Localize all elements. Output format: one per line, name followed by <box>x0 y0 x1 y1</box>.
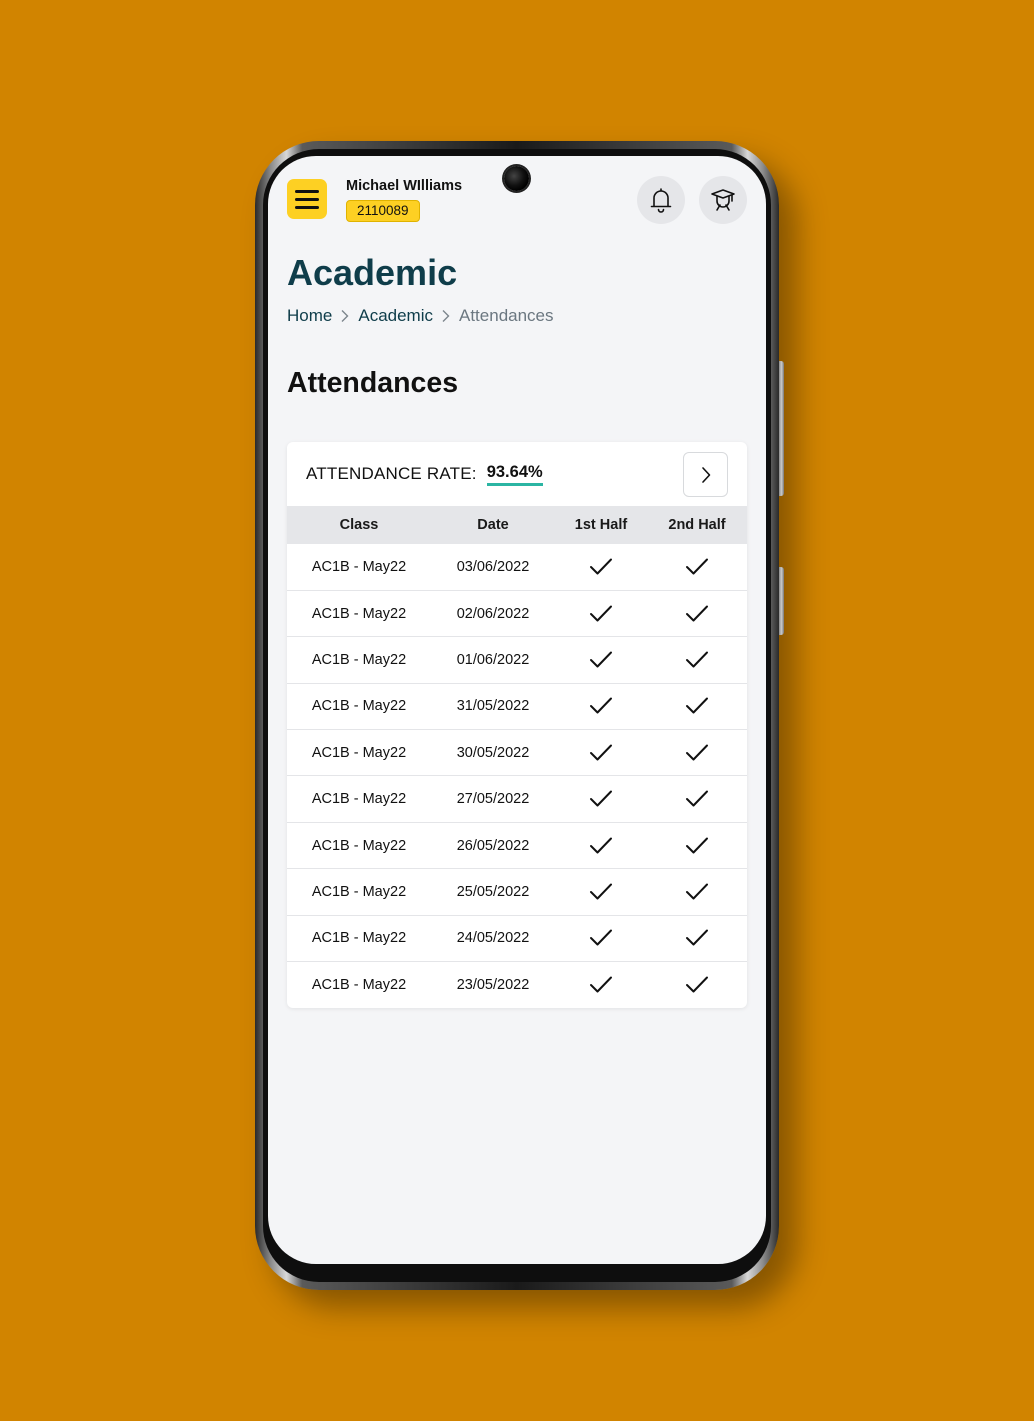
attendance-card <box>287 442 747 1008</box>
checkmark-icon <box>589 789 613 809</box>
cell-second-half <box>647 822 747 868</box>
column-header-class: Class <box>339 517 379 533</box>
cell-class: AC1B - May22 <box>311 698 407 715</box>
user-name: Michael WIlliams <box>346 178 463 194</box>
breadcrumb-academic[interactable]: Academic <box>358 306 433 325</box>
user-id-badge: 2110089 <box>346 200 420 222</box>
table-row <box>287 730 747 776</box>
checkmark-icon <box>685 975 709 995</box>
checkmark-icon <box>685 696 709 716</box>
column-header-date: Date <box>477 517 509 533</box>
page-title: Academic <box>287 252 458 293</box>
cell-class: AC1B - May22 <box>311 558 407 575</box>
front-camera <box>504 166 529 191</box>
cell-first-half <box>555 683 647 729</box>
cell-first-half <box>555 544 647 590</box>
phone-side-button <box>779 361 784 496</box>
table-row <box>287 637 747 683</box>
cell-class: AC1B - May22 <box>311 976 407 993</box>
cell-first-half <box>555 822 647 868</box>
cell-date: 31/05/2022 <box>456 698 530 715</box>
chevron-right-icon <box>441 309 451 323</box>
table-header-row <box>287 506 747 544</box>
cell-first-half <box>555 776 647 822</box>
cell-class: AC1B - May22 <box>311 837 407 854</box>
cell-first-half <box>555 637 647 683</box>
cell-class: AC1B - May22 <box>311 651 407 668</box>
checkmark-icon <box>589 696 613 716</box>
cell-second-half <box>647 776 747 822</box>
checkmark-icon <box>589 928 613 948</box>
cell-date: 02/06/2022 <box>456 605 530 622</box>
checkmark-icon <box>685 789 709 809</box>
cell-second-half <box>647 730 747 776</box>
checkmark-icon <box>685 928 709 948</box>
section-title: Attendances <box>287 367 459 399</box>
checkmark-icon <box>589 604 613 624</box>
attendance-table <box>287 506 747 1008</box>
cell-second-half <box>647 637 747 683</box>
bell-icon <box>649 187 673 213</box>
breadcrumb <box>287 306 554 326</box>
table-row <box>287 590 747 636</box>
cell-class: AC1B - May22 <box>311 883 407 900</box>
notifications-button[interactable] <box>637 176 685 224</box>
column-header-first-half: 1st Half <box>574 517 628 533</box>
cell-class: AC1B - May22 <box>311 930 407 947</box>
attendance-details-button[interactable] <box>683 452 728 497</box>
chevron-right-icon <box>700 466 712 484</box>
checkmark-icon <box>589 836 613 856</box>
checkmark-icon <box>685 650 709 670</box>
cell-second-half <box>647 869 747 915</box>
breadcrumb-current: Attendances <box>459 306 554 325</box>
checkmark-icon <box>589 975 613 995</box>
cell-class: AC1B - May22 <box>311 791 407 808</box>
checkmark-icon <box>685 557 709 577</box>
cell-date: 01/06/2022 <box>456 651 530 668</box>
cell-class: AC1B - May22 <box>311 605 407 622</box>
checkmark-icon <box>589 557 613 577</box>
cell-date: 26/05/2022 <box>456 837 530 854</box>
phone-side-button <box>779 567 784 635</box>
table-row <box>287 683 747 729</box>
graduation-cap-icon <box>710 187 736 213</box>
checkmark-icon <box>685 882 709 902</box>
table-row <box>287 776 747 822</box>
profile-button[interactable] <box>699 176 747 224</box>
chevron-right-icon <box>340 309 350 323</box>
checkmark-icon <box>685 743 709 763</box>
hamburger-menu-icon[interactable] <box>287 179 327 219</box>
checkmark-icon <box>589 650 613 670</box>
cell-first-half <box>555 590 647 636</box>
attendance-table-body <box>287 544 747 1008</box>
cell-second-half <box>647 544 747 590</box>
checkmark-icon <box>685 836 709 856</box>
cell-second-half <box>647 915 747 961</box>
cell-second-half <box>647 590 747 636</box>
table-row <box>287 962 747 1008</box>
cell-date: 30/05/2022 <box>456 744 530 761</box>
cell-second-half <box>647 962 747 1008</box>
cell-first-half <box>555 915 647 961</box>
checkmark-icon <box>589 882 613 902</box>
attendance-rate-header <box>287 442 747 506</box>
cell-date: 24/05/2022 <box>456 930 530 947</box>
table-row <box>287 869 747 915</box>
app-screen <box>268 156 766 1264</box>
cell-date: 27/05/2022 <box>456 791 530 808</box>
cell-first-half <box>555 962 647 1008</box>
column-header-second-half: 2nd Half <box>668 517 726 533</box>
breadcrumb-home[interactable]: Home <box>287 306 333 325</box>
cell-second-half <box>647 683 747 729</box>
attendance-rate-value: 93.64% <box>487 463 543 486</box>
cell-class: AC1B - May22 <box>311 744 407 761</box>
cell-date: 25/05/2022 <box>456 883 530 900</box>
cell-date: 23/05/2022 <box>456 976 530 993</box>
attendance-rate-label: ATTENDANCE RATE: <box>306 464 477 483</box>
cell-first-half <box>555 869 647 915</box>
table-row <box>287 822 747 868</box>
checkmark-icon <box>589 743 613 763</box>
table-row <box>287 544 747 590</box>
cell-date: 03/06/2022 <box>456 558 530 575</box>
checkmark-icon <box>685 604 709 624</box>
cell-first-half <box>555 730 647 776</box>
table-row <box>287 915 747 961</box>
